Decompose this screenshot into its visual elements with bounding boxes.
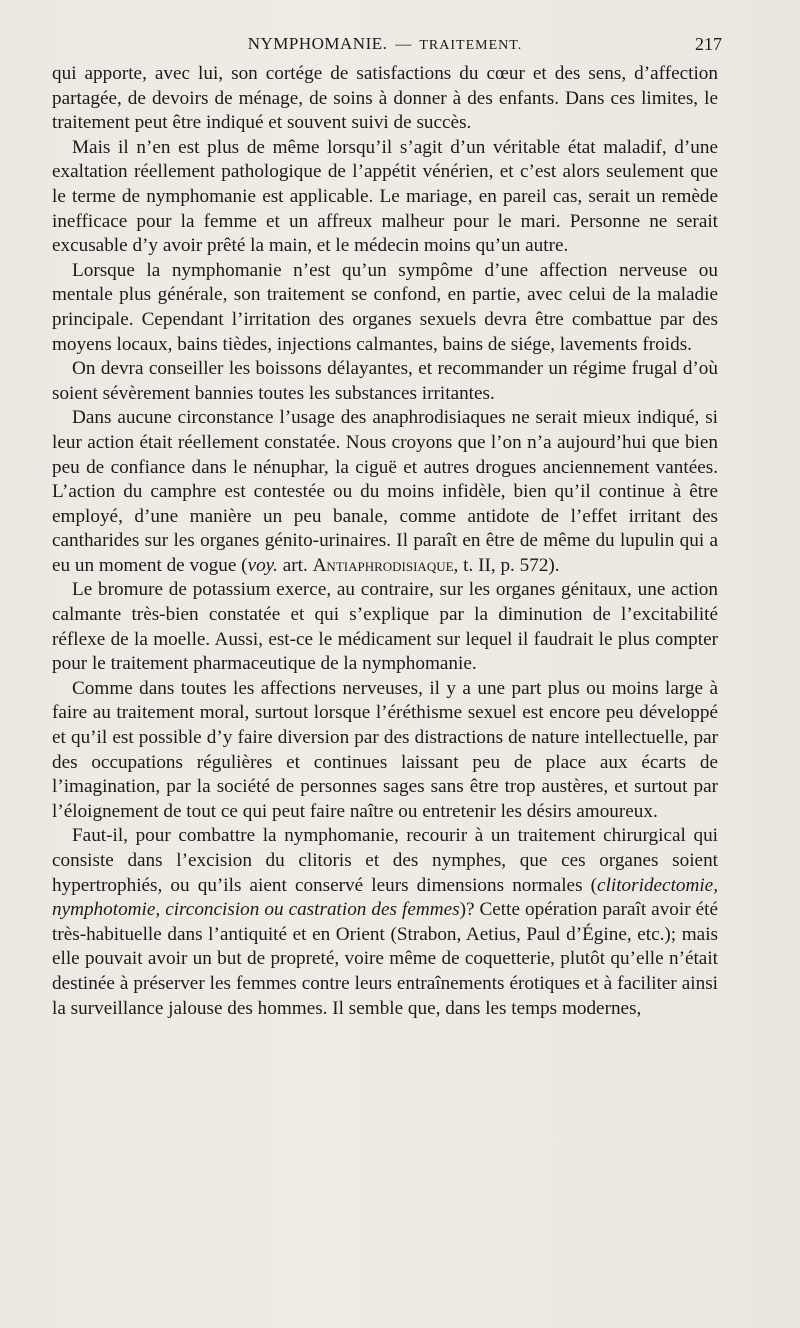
body-text [52, 62, 718, 1021]
voy-abbreviation: voy. [247, 554, 278, 576]
running-subtitle: TRAITEMENT. [419, 38, 523, 53]
running-title: NYMPHOMANIE. [247, 34, 388, 53]
running-header [52, 34, 722, 58]
paragraph-5 [52, 406, 718, 578]
paragraph-5-text-before: Dans aucune circonstance l’usage des anaphrodisiaques ne serait mieux indiqué, si leur action était réellement constatée. Nous croyons que l’on n’a aujourd’hui que bien peu de confiance dans le nénuphar, la ciguë et autres drogues anciennement vantées. L’action du camphre est contestée ou du moins infidèle, bien qu’il continue à être employé, d’une manière un peu banale, comme antidote de l’effet irritant des cantharides sur les organes génito-urinaires. Il paraît en être de même du lupulin qui a eu un moment de vogue ( [52, 407, 718, 576]
paragraph-8 [52, 824, 718, 1021]
paragraph-7: Comme dans toutes les affections nerveuses, il y a une part plus ou moins large à faire au traitement moral, surtout lorsque l’éréthisme sexuel est encore peu développé et qu’il est possible d’y faire diversion par des distractions de nature intellectuelle, par des occupations régulières et continues laissant peu de place aux écarts de l’imagination, par la société de personnes sages sans être trop austères, et surtout par l’éloignement de tout ce qui peut faire naître ou entretenir les désirs amoureux. [52, 677, 718, 822]
paragraph-1: qui apporte, avec lui, son cortége de satisfactions du cœur et des sens, d’affection partagée, de devoirs de ménage, de soins à donner à des enfants. Dans ces limites, le traitement peut être indiqué et souvent suivi de succès. [52, 63, 718, 134]
paragraph-4: On devra conseiller les boissons délayantes, et recommander un régime frugal d’où soient sévèrement bannies toutes les substances irritantes. [52, 358, 718, 404]
procedure-names: clitoridectomie, nymphotomie, circoncision ou castration des femmes [52, 874, 718, 921]
paragraph-6: Le bromure de potassium exerce, au contraire, sur les organes génitaux, une action calmante très-bien constatée et qui s’explique par la diminution de l’excitabilité réflexe de la moelle. Aussi, est-ce le médicament sur lequel il faudrait le plus compter pour le traitement pharmaceutique de la nymphomanie. [52, 579, 718, 675]
paragraph-8-text-after: )? Cette opération paraît avoir été très-habituelle dans l’antiquité et en Orient (Strabon, Aetius, Paul d’Égine, etc.); mais elle pouvait avoir un but de propreté, voire même de coquetterie, plutôt qu’elle n’était destinée à préserver les femmes contre leurs entraînements érotiques et à faciliter ainsi la surveillance jalouse des hommes. Il semble que, dans les temps modernes, [52, 899, 718, 1019]
paragraph-2: Mais il n’en est plus de même lorsqu’il s’agit d’un véritable état maladif, d’une exaltation réellement pathologique de l’appétit vénérien, et c’est alors seulement que le terme de nymphomanie est applicable. Le mariage, en pareil cas, serait un remède inefficace pour la femme et un affreux malheur pour le mari. Personne ne serait excusable d’y avoir prêté la main, et le médecin moins qu’un autre. [52, 136, 718, 257]
page-number: 217 [695, 34, 722, 54]
paragraph-8-text-before: Faut-il, pour combattre la nymphomanie, recourir à un traitement chirurgical qui consiste dans l’excision du clitoris et des nymphes, que ces organes soient hypertrophiés, ou qu’ils aient conservé leurs dimensions normales ( [52, 825, 718, 896]
paragraph-5-text-mid: art. [277, 554, 313, 576]
cross-reference: Antiaphrodisiaque [312, 554, 454, 576]
paragraph-3: Lorsque la nymphomanie n’est qu’un sympôme d’une affection nerveuse ou mentale plus générale, son traitement se confond, en partie, avec celui de la maladie principale. Cependant l’irritation des organes sexuels devra être combattue par des moyens locaux, bains tièdes, injections calmantes, bains de siége, lavements froids. [52, 259, 718, 355]
running-separator: — [395, 36, 412, 53]
paragraph-5-text-after: , t. II, p. 572). [453, 554, 560, 576]
